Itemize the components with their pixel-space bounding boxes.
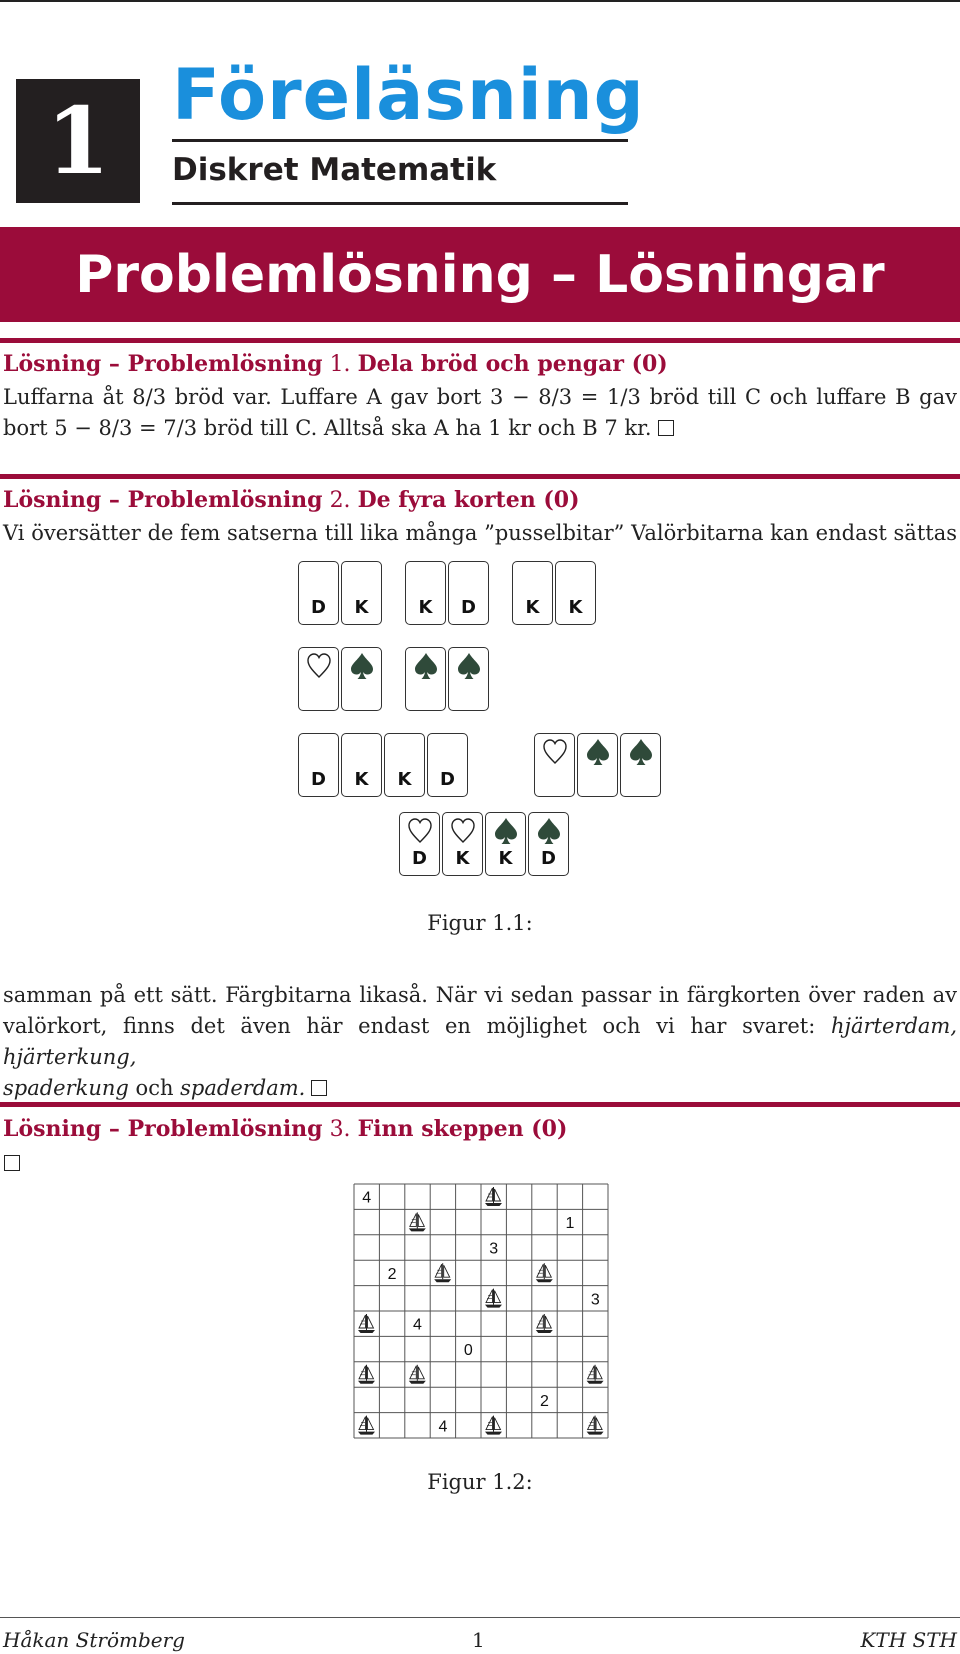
grid-number: 4 bbox=[413, 1316, 422, 1334]
section-heading bbox=[3, 487, 580, 513]
heart-icon bbox=[543, 738, 567, 766]
card-value: D bbox=[461, 597, 476, 618]
grid-number: 1 bbox=[565, 1215, 575, 1233]
sailboat-icon bbox=[536, 1314, 553, 1333]
footer-rule bbox=[0, 1617, 960, 1618]
text-italic: spaderkung bbox=[3, 1076, 129, 1100]
ship-grid bbox=[353, 1183, 609, 1439]
banner-title: Problemlösning – Lösningar bbox=[75, 244, 885, 305]
value-card bbox=[555, 561, 596, 625]
sailboat-icon bbox=[536, 1263, 553, 1282]
footer-author: Håkan Strömberg bbox=[3, 1628, 185, 1652]
card-value: D bbox=[311, 769, 326, 790]
section-heading-number: 3. bbox=[329, 1117, 351, 1142]
figure-caption: Figur 1.2: bbox=[427, 1470, 533, 1494]
section2-text-after bbox=[3, 980, 957, 1104]
banner bbox=[0, 227, 960, 322]
spade-icon bbox=[457, 652, 481, 680]
qed-symbol bbox=[4, 1155, 20, 1171]
lecture-title: Föreläsning bbox=[172, 54, 645, 136]
value-card bbox=[341, 733, 382, 797]
spade-icon bbox=[414, 652, 438, 680]
suit-card bbox=[405, 647, 446, 711]
sailboat-icon bbox=[587, 1416, 604, 1435]
suit-card bbox=[448, 647, 489, 711]
heart-icon bbox=[408, 817, 432, 845]
top-rule bbox=[0, 0, 960, 2]
card-value: D bbox=[541, 848, 556, 869]
suit-card bbox=[341, 647, 382, 711]
spade-icon bbox=[629, 738, 653, 766]
sailboat-icon bbox=[409, 1365, 426, 1384]
solution-card bbox=[442, 812, 483, 876]
value-card bbox=[341, 561, 382, 625]
card-value: D bbox=[440, 769, 455, 790]
spade-icon bbox=[494, 817, 518, 845]
grid-number: 2 bbox=[387, 1265, 397, 1283]
section-heading bbox=[3, 351, 668, 377]
sailboat-icon bbox=[358, 1416, 375, 1435]
card-value: K bbox=[418, 597, 433, 618]
grid-number: 4 bbox=[438, 1418, 448, 1436]
text-line bbox=[3, 1011, 957, 1073]
sailboat-icon bbox=[485, 1416, 502, 1435]
sailboat-icon bbox=[358, 1365, 375, 1384]
section-heading-prefix: Lösning – Problemlösning bbox=[3, 487, 323, 513]
section-heading-title: De fyra korten (0) bbox=[357, 487, 580, 513]
section-heading-prefix: Lösning – Problemlösning bbox=[3, 351, 323, 377]
section-heading-title: Dela bröd och pengar (0) bbox=[357, 351, 668, 377]
heart-icon bbox=[307, 652, 331, 680]
text-line bbox=[3, 413, 957, 444]
course-title: Diskret Matematik bbox=[172, 152, 497, 188]
grid-number: 4 bbox=[362, 1189, 372, 1207]
heart-icon bbox=[451, 817, 475, 845]
section2-text-before bbox=[3, 518, 957, 549]
value-card bbox=[448, 561, 489, 625]
section-heading-number: 2. bbox=[329, 488, 351, 513]
suit-card bbox=[620, 733, 661, 797]
title-rule bbox=[172, 202, 628, 205]
sailboat-icon bbox=[587, 1365, 604, 1384]
value-card bbox=[298, 561, 339, 625]
text-line: Luffarna åt 8/3 bröd var. Luffare A gav bort 3 − 8/3 = 1/3 bröd till C och luffare B gav bbox=[3, 385, 957, 409]
chapter-number-box bbox=[16, 79, 140, 203]
card-value: K bbox=[525, 597, 540, 618]
section-heading bbox=[3, 1116, 567, 1142]
text-line: samman på ett sätt. Färgbitarna likaså. När vi sedan passar in färgkorten över raden av bbox=[3, 983, 957, 1007]
value-card bbox=[384, 733, 425, 797]
solution-card bbox=[399, 812, 440, 876]
sailboat-icon bbox=[358, 1314, 375, 1333]
card-value: K bbox=[498, 848, 513, 869]
suit-card bbox=[298, 647, 339, 711]
suit-card bbox=[534, 733, 575, 797]
grid-number: 2 bbox=[540, 1392, 549, 1410]
text-plain: valörkort, finns det även här endast en möjlighet och vi har svaret: bbox=[3, 1014, 831, 1038]
suit-card bbox=[577, 733, 618, 797]
text-italic: hjärterdam, hjärterkung, bbox=[3, 1014, 957, 1069]
grid-number: 3 bbox=[590, 1291, 600, 1309]
value-card bbox=[405, 561, 446, 625]
sailboat-icon bbox=[485, 1289, 502, 1308]
sailboat-icon bbox=[485, 1187, 502, 1206]
text-italic: spaderdam. bbox=[180, 1076, 306, 1100]
card-value: D bbox=[412, 848, 427, 869]
section-heading-title: Finn skeppen (0) bbox=[357, 1116, 568, 1142]
card-value: K bbox=[455, 848, 470, 869]
card-value: K bbox=[354, 597, 369, 618]
section-rule bbox=[0, 474, 960, 479]
section1-text bbox=[3, 382, 957, 444]
section-heading-number: 1. bbox=[329, 352, 351, 377]
text-line bbox=[3, 1073, 957, 1104]
ship-grid-svg bbox=[353, 1183, 609, 1439]
spade-icon bbox=[586, 738, 610, 766]
section-heading-prefix: Lösning – Problemlösning bbox=[3, 1116, 323, 1142]
section-rule bbox=[0, 338, 960, 343]
footer-institution: KTH STH bbox=[860, 1628, 957, 1652]
solution-card bbox=[528, 812, 569, 876]
grid-number: 0 bbox=[463, 1342, 473, 1360]
text-line: Vi översätter de fem satserna till lika många ”pusselbitar” Valörbitarna kan endast sättas bbox=[3, 521, 957, 545]
chapter-number: 1 bbox=[45, 87, 110, 195]
qed-symbol bbox=[311, 1080, 327, 1096]
solution-card bbox=[485, 812, 526, 876]
value-card bbox=[427, 733, 468, 797]
card-value: K bbox=[397, 769, 412, 790]
figure-caption: Figur 1.1: bbox=[427, 911, 533, 935]
card-value: D bbox=[311, 597, 326, 618]
sailboat-icon bbox=[434, 1263, 451, 1282]
title-rule bbox=[172, 139, 628, 142]
spade-icon bbox=[537, 817, 561, 845]
text-plain: och bbox=[128, 1076, 181, 1100]
footer-page-number: 1 bbox=[472, 1628, 485, 1652]
qed-symbol bbox=[658, 420, 674, 436]
section-rule bbox=[0, 1102, 960, 1107]
value-card bbox=[298, 733, 339, 797]
text-line-content: bort 5 − 8/3 = 7/3 bröd till C. Alltså ska A ha 1 kr och B 7 kr. bbox=[3, 416, 652, 440]
grid-number: 3 bbox=[489, 1240, 499, 1258]
value-card bbox=[512, 561, 553, 625]
card-value: K bbox=[568, 597, 583, 618]
sailboat-icon bbox=[409, 1212, 426, 1231]
spade-icon bbox=[350, 652, 374, 680]
card-value: K bbox=[354, 769, 369, 790]
